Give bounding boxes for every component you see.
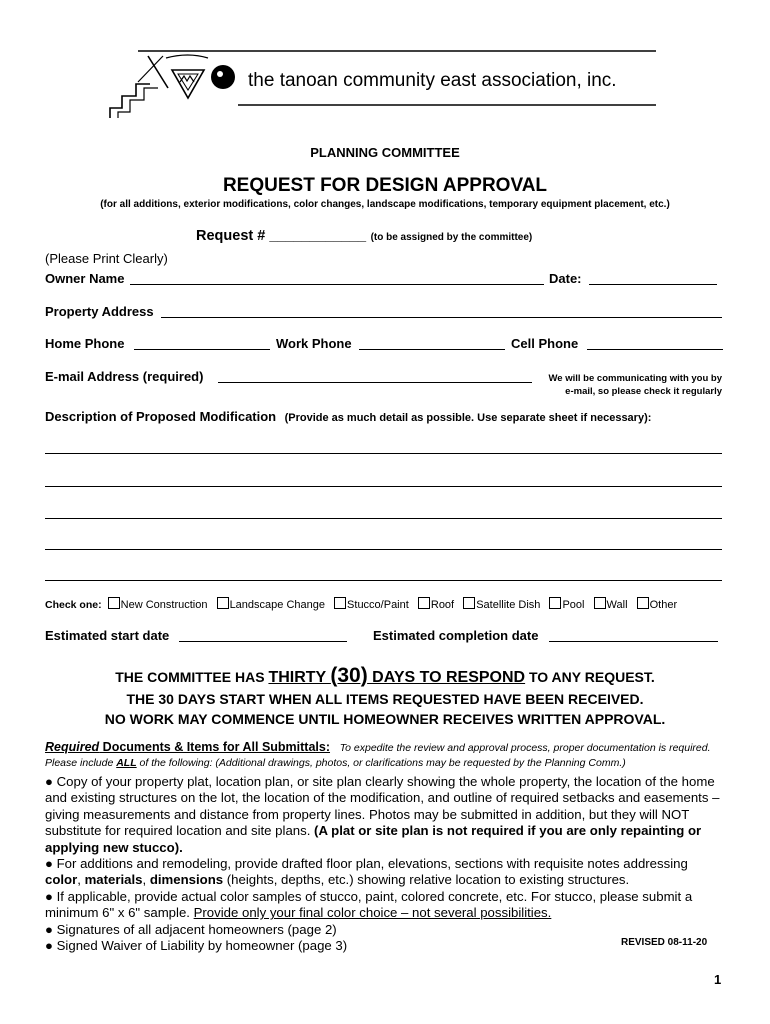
form-title: REQUEST FOR DESIGN APPROVAL	[222, 175, 548, 196]
required-item-color-samples: ● If applicable, provide actual color samples of stucco, paint, colored concrete, etc. For stucco, please submit a minimum 6" x 6" sample. Provide only your final color choice – not several possibilities.	[45, 888, 693, 921]
start-date-field[interactable]	[179, 641, 347, 642]
owner-name-label: Owner Name	[45, 271, 125, 286]
date-field[interactable]	[589, 284, 717, 285]
email-label: E-mail Address (required)	[45, 369, 204, 384]
revised-date: REVISED 08-11-20	[621, 937, 708, 948]
committee-heading: PLANNING COMMITTEE	[310, 145, 460, 160]
description-line[interactable]	[45, 549, 722, 550]
required-intro: Required Documents & Items for All Submittals: To expedite the review and approval process, proper documentation is required. Please include ALL of the following: (Additional drawings, photos, or clarifications may be requested by the Planning Comm.)	[45, 740, 711, 769]
start-date-label: Estimated start date	[45, 628, 170, 643]
page-number: 1	[714, 972, 722, 987]
home-phone-label: Home Phone	[45, 336, 125, 351]
request-number-row	[196, 227, 532, 245]
owner-name-field[interactable]	[130, 284, 544, 285]
cell-phone-label: Cell Phone	[511, 336, 579, 351]
notice-line3: NO WORK MAY COMMENCE UNTIL HOMEOWNER RECEIVES WRITTEN APPROVAL.	[104, 711, 666, 727]
description-line[interactable]	[45, 518, 722, 519]
email-field[interactable]	[218, 382, 532, 383]
description-line[interactable]	[45, 580, 722, 581]
description-line[interactable]	[45, 453, 722, 454]
completion-date-label: Estimated completion date	[373, 628, 539, 643]
required-item-site-plan: ● Copy of your property plat, location plan, or site plan clearly showing the whole property, the location of the home and existing structures on the lot, the location of the modification, and outline of required setbacks and easements – giving measurements and distance from property lines. Photos may be submitted in addition, but they will NOT substitute for required location and site plans. (A plat or site plan is not required if you are only repainting or applying new stucco).	[45, 774, 720, 855]
print-clearly-note: (Please Print Clearly)	[45, 251, 168, 266]
completion-date-field[interactable]	[549, 641, 718, 642]
work-phone-label: Work Phone	[276, 336, 352, 351]
email-note-line1: We will be communicating with you by	[548, 373, 722, 384]
checkbox-stucco-paint[interactable]: Stucco/Paint	[328, 599, 409, 611]
property-address-label: Property Address	[45, 304, 154, 319]
checkbox-pool[interactable]: Pool	[543, 599, 584, 611]
checkbox-new-construction[interactable]: New Construction	[105, 599, 208, 611]
notice-line2: THE 30 DAYS START WHEN ALL ITEMS REQUESTED HAVE BEEN RECEIVED.	[126, 691, 644, 707]
form-subtitle: (for all additions, exterior modifications, color changes, landscape modifications, temporary equipment placement, etc.)	[100, 199, 670, 210]
checkbox-roof[interactable]: Roof	[412, 599, 454, 611]
description-label: Description of Proposed Modification	[45, 409, 277, 424]
checkbox-wall[interactable]: Wall	[588, 599, 628, 611]
email-note-line2: e-mail, so please check it regularly	[565, 386, 722, 397]
check-one-row	[45, 597, 677, 611]
description-line[interactable]	[45, 486, 722, 487]
work-phone-field[interactable]	[359, 349, 505, 350]
checkbox-landscape-change[interactable]: Landscape Change	[211, 599, 325, 611]
request-number-note: (to be assigned by the committee)	[370, 232, 533, 243]
cell-phone-field[interactable]	[587, 349, 723, 350]
date-label: Date:	[549, 271, 582, 286]
request-number-label: Request # ____________	[196, 228, 367, 244]
property-address-field[interactable]	[161, 317, 722, 318]
check-one-label: Check one:	[45, 599, 102, 611]
org-name: the tanoan community east association, inc.	[248, 70, 617, 91]
checkbox-other[interactable]: Other	[631, 599, 678, 611]
description-note: (Provide as much detail as possible. Use separate sheet if necessary):	[284, 412, 652, 424]
notice-line1: THE COMMITTEE HAS THIRTY (30) DAYS TO RESPOND TO ANY REQUEST.	[115, 664, 655, 687]
home-phone-field[interactable]	[134, 349, 270, 350]
checkbox-satellite-dish[interactable]: Satellite Dish	[457, 599, 540, 611]
description-row	[45, 408, 651, 426]
required-documents-section	[45, 740, 725, 954]
required-item-signatures: ● Signatures of all adjacent homeowners (page 2)	[45, 921, 337, 937]
required-item-floor-plan: ● For additions and remodeling, provide drafted floor plan, elevations, sections with requisite notes addressing color, materials, dimensions (heights, depths, etc.) showing relative location to existing structures.	[45, 856, 688, 888]
required-item-waiver: ● Signed Waiver of Liability by homeowner (page 3)	[45, 938, 348, 954]
